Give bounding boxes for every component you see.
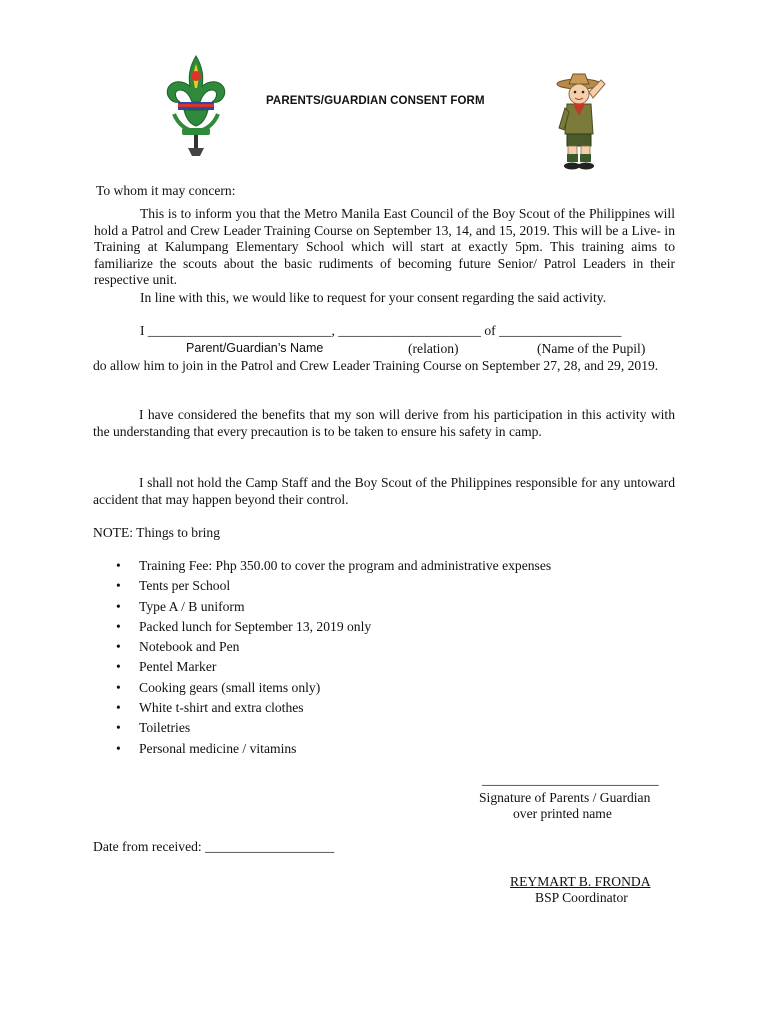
paragraph-announcement: This is to inform you that the Metro Manila East Council of the Boy Scout of the Philippines will hold a Patrol and Crew Leader Training Course on September 13, 14, and 15, 2019. This will be a Live- in Training at Kalumpang Elementary School which will start at exactly 5pm. This training aims to familiarize the scouts about the basic rudiments of becoming future Senior/ Patrol Leaders in their respective unit.	[94, 206, 675, 288]
paragraph-liability: I shall not hold the Camp Staff and the Boy Scout of the Philippines responsible for any untoward accident that may happen beyond their control.	[93, 475, 675, 507]
boy-scout-saluting-icon	[545, 72, 617, 172]
list-item: • Tents per School	[116, 578, 231, 594]
bullet-icon: •	[116, 639, 121, 655]
list-item: • Personal medicine / vitamins	[116, 740, 297, 756]
greeting: To whom it may concern:	[96, 183, 236, 198]
signature-line[interactable]: __________________________	[482, 772, 659, 787]
paragraph-consent-request: In line with this, we would like to request for your consent regarding the said activity.	[140, 290, 607, 305]
fill-label-pupil-name: (Name of the Pupil)	[537, 341, 646, 356]
list-item: • Packed lunch for September 13, 2019 only	[116, 618, 372, 634]
bullet-icon: •	[116, 578, 121, 594]
bullet-icon: •	[116, 598, 121, 614]
coordinator-name: REYMART B. FRONDA	[510, 874, 651, 889]
fill-label-relation: (relation)	[408, 341, 459, 356]
bullet-icon: •	[116, 679, 121, 695]
paragraph-benefits: I have considered the benefits that my son will derive from his participation in this activity with the understanding that every precaution is to be taken to ensure his safety in camp.	[93, 407, 675, 439]
bsp-fleur-de-lis-emblem-icon	[160, 52, 232, 160]
list-item: • Type A / B uniform	[116, 598, 245, 614]
list-item: • Cooking gears (small items only)	[116, 679, 321, 695]
note-heading: NOTE: Things to bring	[93, 525, 220, 540]
bullet-icon: •	[116, 700, 121, 716]
bullet-icon: •	[116, 618, 121, 634]
signature-label: Signature of Parents / Guardian	[479, 790, 651, 805]
list-item: • White t-shirt and extra clothes	[116, 700, 304, 716]
bullet-icon: •	[116, 659, 121, 675]
date-received-field[interactable]: Date from received: ___________________	[93, 839, 335, 854]
bullet-icon: •	[116, 720, 121, 736]
list-item: • Toiletries	[116, 720, 191, 736]
coordinator-title: BSP Coordinator	[535, 890, 628, 905]
things-to-bring-list	[94, 558, 694, 761]
consent-fill-line[interactable]: I ___________________________, _____________________ of __________________	[140, 323, 622, 338]
form-title: PARENTS/GUARDIAN CONSENT FORM	[266, 95, 485, 107]
signature-sublabel: over printed name	[513, 806, 612, 821]
paragraph-allow: do allow him to join in the Patrol and Crew Leader Training Course on September 27, 28, and 29, 2019.	[93, 358, 659, 373]
bullet-icon: •	[116, 740, 121, 756]
list-item: • Training Fee: Php 350.00 to cover the program and administrative expenses	[116, 558, 552, 573]
list-item: • Pentel Marker	[116, 659, 217, 675]
list-item: • Notebook and Pen	[116, 639, 240, 655]
bullet-icon: •	[116, 558, 121, 573]
fill-label-guardian-name: Parent/Guardian’s Name	[186, 341, 324, 355]
